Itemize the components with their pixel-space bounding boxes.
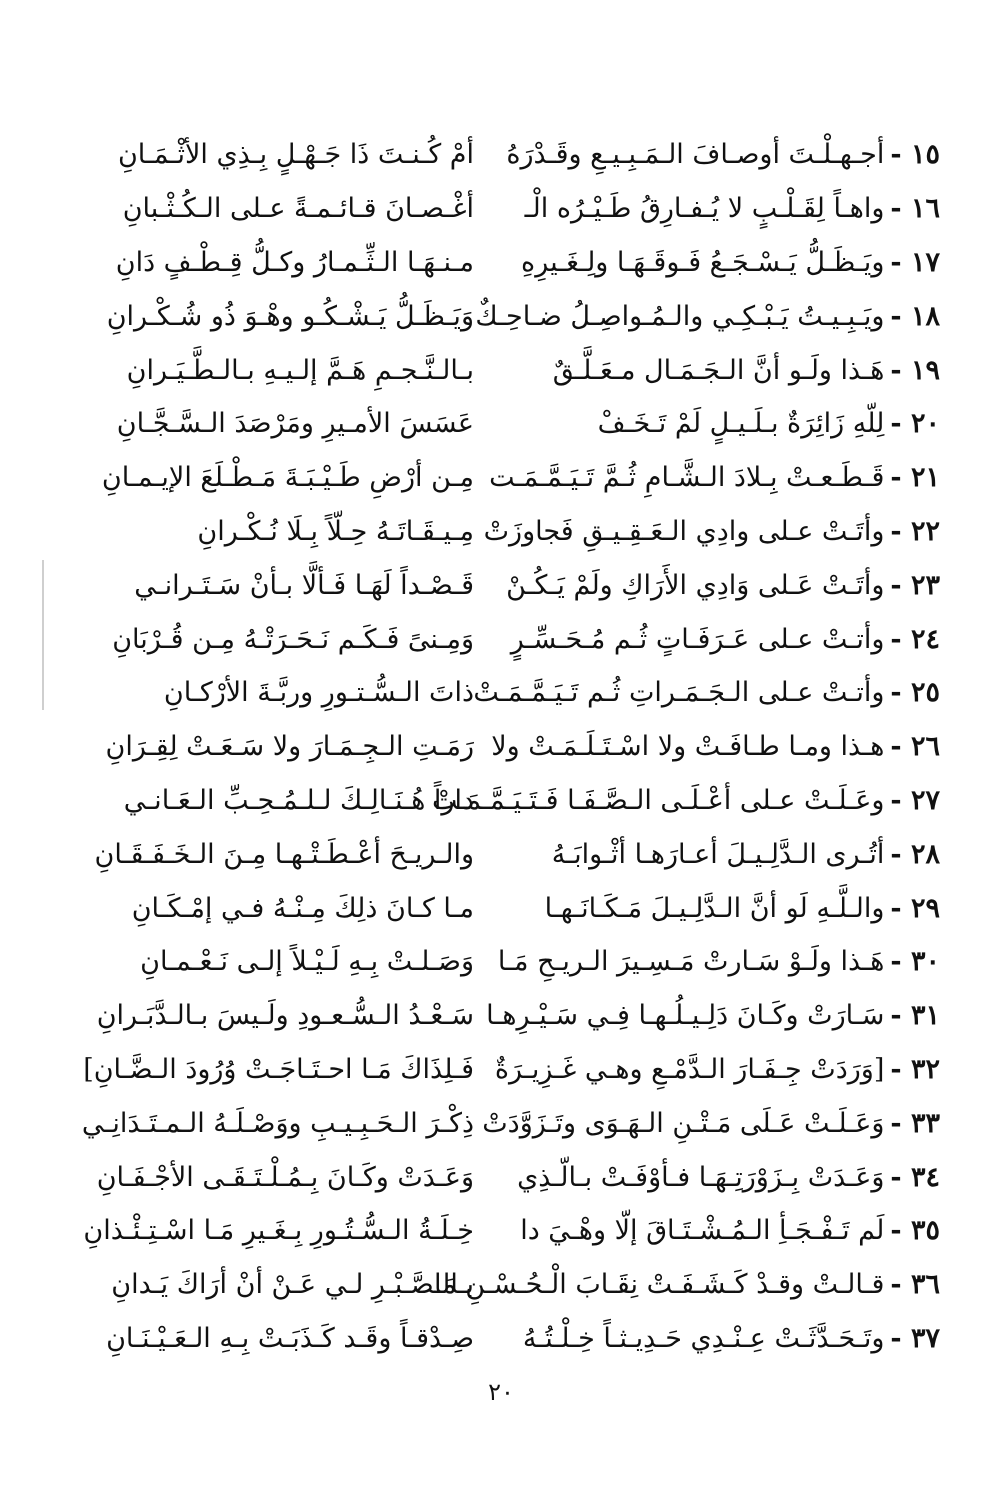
verse-line (60, 881, 940, 935)
verse-line (60, 1150, 940, 1204)
verse-first-hemistich (500, 1161, 940, 1193)
verse-first-hemistich-text: هـذا ومـا طـافَـتْ ولا اسْـتَـلَـمَـتْ ولا (491, 731, 885, 763)
verse-first-hemistich-text: وأتـتْ عـلى عَـرَفَـاتٍ ثُـم مُـحَـسِّـرٍ (510, 623, 885, 655)
margin-line (42, 560, 44, 710)
verse-first-hemistich-text: سَـارَتْ وكَـانَ دَلِـيـلُـهـا فِـي سَـيْـرِهـا (486, 1000, 885, 1032)
verse-line (60, 1204, 940, 1258)
verse-second-hemistich: مِـن أرْضِ طَـيْـبَـةَ مَـطْـلَعَ الإيـمـانِ (101, 462, 474, 494)
verse-number: ١٨ - (890, 300, 940, 332)
verse-first-hemistich (482, 1107, 940, 1139)
verse-number: ١٧ - (890, 246, 940, 278)
verse-first-hemistich (489, 462, 940, 494)
verse-number: ١٥ - (890, 139, 940, 171)
verse-second-hemistich: ذاتَ الـسُّـتـورِ وربَّـةَ الأرْكـانِ (163, 677, 474, 709)
verse-second-hemistich: وَمِـنىً فَـكَـم نَـحَـرَتْـهُ مِـن قُـرْبَانِ (112, 623, 474, 655)
verse-first-hemistich (432, 784, 940, 816)
verse-first-hemistich-text: قَـطَـعـتْ بِـلادَ الـشَّـامِ ثُـمَّ تَـيَـمَّـمَـت (489, 462, 885, 494)
verse-first-hemistich (491, 731, 940, 763)
verse-first-hemistich-text: قـالـتْ وقـدْ كَـشَـفَـتْ نِقَـابَ الْـحُـسْـنِ مَا (433, 1269, 885, 1301)
verse-first-hemistich (500, 193, 940, 225)
verse-second-hemistich: مـنـهَـا الـثِّـمـارُ وكـلُّ قِـطْـفٍ دَانِ (115, 246, 474, 278)
page-number: ٢٠ (488, 1378, 514, 1406)
verse-number: ٢٦ - (890, 731, 940, 763)
verse-number: ٢٥ - (890, 677, 940, 709)
verse-first-hemistich-text: وعَـلَـتْ عـلى أعْـلَـى الـصَّـفَـا فَـتَـيَـمَّـمَـتْ (432, 784, 885, 816)
verse-number: ٣٢ - (890, 1053, 940, 1085)
verse-first-hemistich (500, 408, 940, 440)
verse-first-hemistich (500, 569, 940, 601)
verse-number: ٢١ - (890, 462, 940, 494)
verse-line (60, 505, 940, 559)
verse-number: ٢٧ - (890, 784, 940, 816)
verse-first-hemistich-text: وأتَـتْ عـلى وادِي الـعَـقِـيـقِ فَجاوزَتْ (483, 515, 885, 547)
poem-body (60, 128, 940, 1365)
verse-number: ٢٩ - (890, 892, 940, 924)
verse-line (60, 182, 940, 236)
verse-number: ٣٠ - (890, 946, 940, 978)
verse-second-hemistich: فَـلِذَاكَ مَـا احـتَـاجَـتْ وُرُودَ الـضَّـانِ] (83, 1053, 474, 1085)
verse-number: ١٩ - (890, 354, 940, 386)
verse-second-hemistich: سَـعْـدُ الـسُّـعـودِ ولَـيسَ بـالـدَّبَـرانِ (96, 1000, 474, 1032)
verse-number: ٣١ - (890, 1000, 940, 1032)
verse-first-hemistich (497, 946, 940, 978)
verse-first-hemistich (494, 1053, 940, 1085)
verse-first-hemistich (500, 838, 940, 870)
verse-number: ٣٧ - (890, 1322, 940, 1354)
verse-first-hemistich (500, 623, 940, 655)
verse-second-hemistich: وَعَـدَتْ وكَـانَ بِـمُـلْـتَـقَـى الأجْـفَـانِ (96, 1161, 474, 1193)
verse-second-hemistich: مِـيـقَـاتَـهُ حِـلّاً بِـلَا نُـكْـرانِ (197, 515, 474, 547)
verse-second-hemistich: داراً هُـنَـالِـكَ لـلـمُـحِـبِّ الـعَـانـي (123, 784, 474, 816)
verse-line (60, 1312, 940, 1366)
verse-second-hemistich: وَصَـلـتْ بِـهِ لَـيْـلاً إلـى نَـعْـمـانِ (140, 946, 474, 978)
verse-number: ٢٤ - (890, 623, 940, 655)
verse-first-hemistich-text: لَم تَـفْـجَـأِ الـمُـشْـتَـاقَ إلّا وهْـيَ دا (520, 1215, 885, 1247)
verse-second-hemistich: رَمَـتِ الـجِـمَـارَ ولا سَـعَـتْ لِقِـرَانِ (105, 731, 474, 763)
verse-second-hemistich: قَـصْـداً لَهَـا فَـألَّا بـأنْ سَـتَـرانـي (134, 569, 474, 601)
verse-first-hemistich (486, 1000, 940, 1032)
verse-line (60, 1096, 940, 1150)
verse-first-hemistich (500, 892, 940, 924)
verse-line (60, 236, 940, 290)
verse-first-hemistich (500, 354, 940, 386)
verse-first-hemistich (473, 677, 940, 709)
verse-line (60, 935, 940, 989)
verse-first-hemistich-text: ويَـظَـلُّ يَـسْـجَـعُ فَـوقَـهَـا ولِـغَـيرِهِ (521, 246, 885, 278)
verse-first-hemistich (500, 1215, 940, 1247)
verse-first-hemistich (433, 1269, 940, 1301)
verse-first-hemistich-text: وأتَـتْ عَـلى وَادِي الأَرَاكِ ولَمْ يَـكُـنْ (506, 569, 885, 601)
verse-second-hemistich: ذِكْـرَ الـحَـبِـيـبِ ووَصْـلَـهُ الـمـتَـدَانِـي (81, 1107, 474, 1139)
verse-number: ٢٨ - (890, 838, 940, 870)
verse-second-hemistich: مـا كـانَ ذلِكَ مِـنْـهُ فـي إمْـكَـانِ (131, 892, 474, 924)
verse-line (60, 989, 940, 1043)
verse-number: ٢٠ - (890, 408, 940, 440)
verse-second-hemistich: عَسَسَ الأمـيرِ ومَرْصَدَ الـسَّـجَّـانِ (116, 408, 474, 440)
verse-first-hemistich-text: هَـذا ولَـو أنَّ الـجَـمَـال مـعَـلَّـقٌ (552, 354, 885, 386)
verse-first-hemistich-text: وتَـحَـدَّثَـتْ عِـنْـدِي حَـدِيـثـاً خِـلْـتُـهُ (522, 1322, 885, 1354)
verse-first-hemistich (500, 1322, 940, 1354)
verse-line (60, 397, 940, 451)
verse-line (60, 1043, 940, 1097)
verse-first-hemistich (500, 246, 940, 278)
verse-first-hemistich-text: والـلَّـهِ لَو أنَّ الـدَّلِـيـلَ مَـكَـانَـهـا (544, 892, 885, 924)
verse-first-hemistich-text: [وَرَدَتْ جِـفَـارَ الـدَّمْـعِ وهـي غَـزِيـرَةٌ (494, 1053, 885, 1085)
verse-line (60, 720, 940, 774)
verse-second-hemistich: والـريـحَ أعْـطَـتْـهـا مِـنَ الـخَـفَـقَـانِ (94, 838, 474, 870)
verse-second-hemistich: صِـدْقـاً وقَـد كَـذَبَـتْ بِـهِ الـعَـيْـنَـانِ (106, 1322, 474, 1354)
verse-line (60, 343, 940, 397)
verse-first-hemistich (475, 300, 940, 332)
verse-second-hemistich: بـالـنَّـجـمِ هَـمَّ إلـيـهِ بـالـطَّـيَـرانِ (126, 354, 474, 386)
verse-line (60, 558, 940, 612)
verse-second-hemistich: وَيَـظَـلُّ يَـشْـكُـو وهْـوَ ذُو شُـكْـرانِ (106, 300, 474, 332)
verse-first-hemistich-text: لِلّهِ زَائِرَةٌ بـلَـيـلٍ لَمْ تَـخَـفْ (597, 408, 885, 440)
verse-second-hemistich: خِـلَـةُ الـسُّـتُـورِ بِـغَـيرِ مَـا اسْـتِـئْـذانِ (83, 1215, 474, 1247)
verse-line (60, 774, 940, 828)
verse-first-hemistich-text: هَـذا ولَـوْ سَـارتْ مَـسِـيرَ الـريـحِ مَـا (497, 946, 885, 978)
verse-number: ١٦ - (890, 193, 940, 225)
verse-first-hemistich-text: أتُـرى الـدَّلِـيـلَ أعـارَهـا أثْـوابَـهُ (551, 838, 885, 870)
verse-line (60, 1258, 940, 1312)
verse-line (60, 827, 940, 881)
verse-second-hemistich: أمْ كُـنـتَ ذَا جَـهْـلٍ بِـذِي الأثْـمَـانِ (117, 139, 474, 171)
verse-number: ٣٥ - (890, 1215, 940, 1247)
verse-first-hemistich (483, 515, 940, 547)
verse-number: ٢٣ - (890, 569, 940, 601)
verse-number: ٣٤ - (890, 1161, 940, 1193)
verse-first-hemistich-text: وَعَـدَتْ بِـزَوْرَتِـهَـا فـأوْفَـتْ بـالّـذِي (517, 1161, 885, 1193)
verse-line (60, 128, 940, 182)
verse-number: ٢٢ - (890, 515, 940, 547)
verse-first-hemistich-text: أجـهـلْـتَ أوصـافَ الـمَـبِـيـعِ وقَـدْرَهُ (506, 139, 885, 171)
verse-number: ٣٣ - (890, 1107, 940, 1139)
verse-number: ٣٦ - (890, 1269, 940, 1301)
verse-line (60, 666, 940, 720)
verse-line (60, 451, 940, 505)
verse-line (60, 289, 940, 343)
verse-first-hemistich-text: واهـاً لِقَـلْـبٍ لا يُـفـارِقُ طَـيْـرُه الْـ (524, 193, 885, 225)
verse-second-hemistich: أغْـصـانَ قـائـمـةً عـلى الـكُـثْـبانِ (122, 193, 474, 225)
verse-first-hemistich-text: وأتـتْ عـلى الـجَـمَـراتِ ثُـم تَـيَـمَّـمَـتْ (473, 677, 885, 709)
verse-first-hemistich-text: ويَـبِـيـتُ يَـبْـكِـي والـمُـواصِـلُ ضـاحِـكٌ (475, 300, 885, 332)
verse-second-hemistich: بـالـصَّـبْـرِ لـي عَـنْ أنْ أرَاكَ يَـدانِ (111, 1269, 474, 1301)
verse-first-hemistich (500, 139, 940, 171)
verse-first-hemistich-text: وَعَـلَـتْ عَـلَى مَـتْـنِ الـهَـوَى وتَـزَوَّدَتْ (482, 1107, 885, 1139)
verse-line (60, 612, 940, 666)
